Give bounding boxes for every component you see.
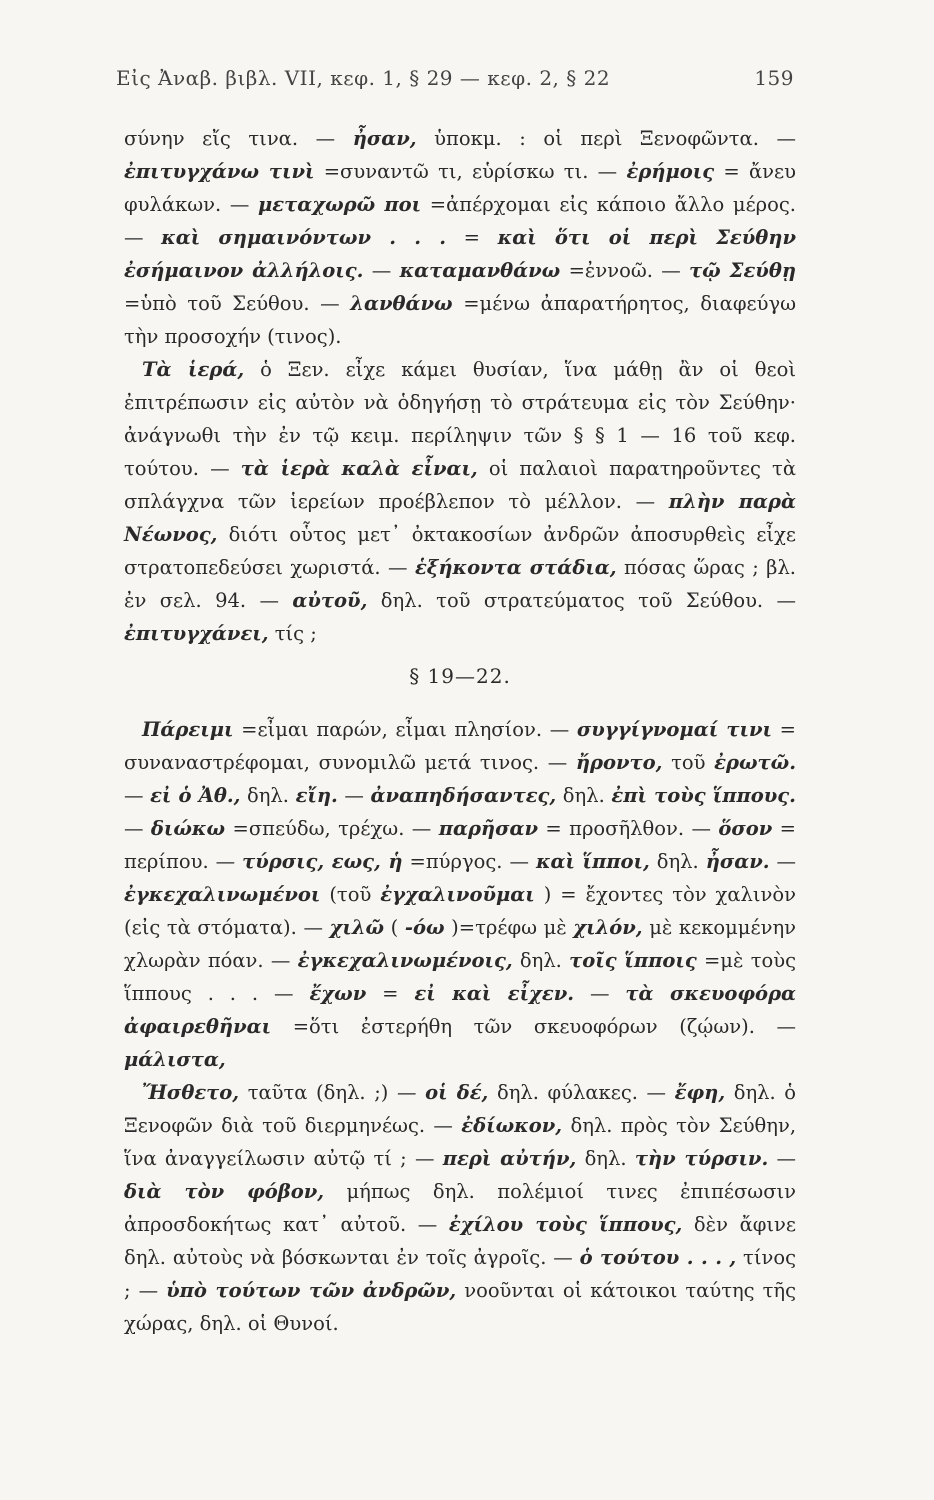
lemma: μεταχωρῶ ποι bbox=[257, 193, 422, 216]
lemma: αὐτοῦ, bbox=[292, 589, 368, 612]
lemma: ἔφη, bbox=[674, 1081, 726, 1104]
seg: μὲ κεκομμένην χλωρὰν πόαν. — bbox=[124, 916, 796, 972]
seg: δηλ. πρὸς τὸν Σεύθην, ἵνα ἀναγγείλωσιν αὐτῷ τί ; — bbox=[124, 1114, 797, 1170]
lemma: ἦσαν, bbox=[352, 127, 417, 150]
lemma: εἰ καὶ εἶχεν. bbox=[414, 982, 575, 1005]
seg: δηλ. bbox=[519, 949, 570, 972]
lemma: λανθάνω bbox=[350, 292, 453, 315]
lemma: τοῖς ἵπποις bbox=[569, 949, 697, 972]
lemma: χιλῶ bbox=[329, 916, 385, 939]
lemma: καὶ ὅτι οἱ περὶ Σεύθην ἐσήμαινον ἀλλήλοις. bbox=[124, 226, 797, 282]
paragraph-1 bbox=[124, 122, 796, 353]
seg: νοοῦνται οἱ κάτοικοι ταύτης τῆς χώρας, δηλ. οἱ Θυνοί. bbox=[124, 1279, 796, 1335]
lemma: Ἤσθετο, bbox=[142, 1081, 240, 1104]
seg: =πύργος. — bbox=[409, 850, 529, 873]
seg: δηλ. ὁ Ξενοφῶν διὰ τοῦ διερμηνέως. — bbox=[124, 1081, 797, 1137]
lemma: ἐχίλου τοὺς ἵππους, bbox=[448, 1213, 683, 1236]
seg: μήπως δηλ. πολέμιοί τινες ἐπιπέσωσιν ἀπροσδοκήτως κατ᾽ αὐτοῦ. — bbox=[124, 1180, 797, 1236]
seg: διότι οὗτος μετ᾽ ὀκτακοσίων ἀνδρῶν ἀποσυρθεὶς εἶχε στρατοπεδεύσει χωριστά. — bbox=[124, 523, 796, 579]
seg: δηλ. bbox=[247, 784, 296, 807]
seg: ) = ἔχοντες τὸν χαλινὸν (εἰς τὰ στόματα). — bbox=[124, 883, 796, 939]
seg: =εἶμαι παρών, εἶμαι πλησίον. — bbox=[241, 718, 577, 741]
lemma: διώκω bbox=[150, 817, 226, 840]
lemma: ἐρωτῶ. bbox=[714, 751, 797, 774]
seg: =μένω ἀπαρατήρητος, διαφεύγω τὴν προσοχήν (τινος). bbox=[124, 292, 796, 348]
seg: (τοῦ bbox=[329, 883, 381, 906]
lemma: ἐπιτυγχάνω τινὶ bbox=[124, 160, 315, 183]
lemma: οἱ δέ, bbox=[425, 1081, 489, 1104]
seg: δηλ. τοῦ στρατεύματος τοῦ Σεύθου. — bbox=[380, 589, 797, 612]
lemma: καὶ σημαινόντων . . . bbox=[161, 226, 447, 249]
lemma: διὰ τὸν φόβον, bbox=[124, 1180, 325, 1203]
seg: =μὲ τοὺς ἵππους . . . — bbox=[124, 949, 797, 1005]
lemma: περὶ αὐτήν, bbox=[442, 1147, 577, 1170]
lemma: ὑπὸ τούτων τῶν ἀνδρῶν, bbox=[166, 1279, 457, 1302]
seg: τίς ; bbox=[274, 622, 317, 645]
lemma: πλὴν παρὰ Νέωνος, bbox=[124, 490, 796, 546]
seg: = περίπου. — bbox=[124, 817, 796, 873]
lemma: εἴη. bbox=[295, 784, 338, 807]
seg: — bbox=[776, 1147, 797, 1170]
lemma: Πάρειμι bbox=[142, 718, 234, 741]
header-title: Εἰς Ἀναβ. βιβλ. VII, κεφ. 1, § 29 — κεφ. 2, § 22 bbox=[116, 66, 611, 90]
lemma: ἐρήμοις bbox=[626, 160, 715, 183]
lemma: παρῆσαν bbox=[438, 817, 539, 840]
seg: τοῦ bbox=[671, 751, 715, 774]
lemma: -όω bbox=[404, 916, 445, 939]
seg: οἱ παλαιοὶ παρατηροῦντες τὰ σπλάγχνα τῶν ἱερείων προέβλεπον τὸ μέλλον. — bbox=[124, 457, 797, 513]
lemma: συγγίγνομαί τινι bbox=[576, 718, 772, 741]
lemma: τὰ σκευοφόρα ἀφαιρεθῆναι bbox=[124, 982, 797, 1038]
seg: δηλ. bbox=[562, 784, 612, 807]
lemma: ἐγχαλινοῦμαι bbox=[380, 883, 535, 906]
seg: =ὅτι ἐστερήθη τῶν σκευοφόρων (ζῴων). — bbox=[292, 1015, 797, 1038]
lemma: τὴν τύρσιν. bbox=[634, 1147, 769, 1170]
seg: = bbox=[463, 226, 480, 249]
lemma: Τὰ ἱερά, bbox=[142, 358, 245, 381]
paragraph-2 bbox=[124, 353, 796, 650]
lemma: ἀναπηδήσαντες, bbox=[370, 784, 557, 807]
seg: ὁ Ξεν. εἶχε κάμει θυσίαν, ἵνα μάθῃ ἂν οἱ θεοὶ ἐπιτρέπωσιν εἰς αὐτὸν νὰ ὁδηγήσῃ τὸ στράτευμα εἰς τὸν Σεύθην· ἀνάγνωθι τὴν ἐν τῷ κειμ. περίληψιν τῶν § § 1 — 16 τοῦ κεφ. τούτου. — bbox=[124, 358, 796, 480]
seg: ( bbox=[390, 916, 399, 939]
seg: — bbox=[344, 784, 371, 807]
seg: =ὑπὸ τοῦ Σεύθου. — bbox=[124, 292, 340, 315]
seg: = ἄνευ φυλάκων. — bbox=[124, 160, 796, 216]
seg: =ἀπέρχομαι εἰς κάποιο ἄλλο μέρος. — bbox=[124, 193, 797, 249]
seg: πόσας ὥρας ; βλ. ἐν σελ. 94. — bbox=[124, 556, 796, 612]
seg: = προσῆλθον. — bbox=[545, 817, 719, 840]
lemma: ὅσον bbox=[718, 817, 773, 840]
lemma: μάλιστα, bbox=[124, 1048, 226, 1071]
seg: τίνος ; — bbox=[124, 1246, 796, 1302]
seg: — bbox=[124, 817, 151, 840]
seg: σύνην εἴς τινα. — bbox=[124, 127, 336, 150]
lemma: ἦσαν. bbox=[705, 850, 770, 873]
paragraph-3 bbox=[124, 713, 796, 1076]
seg: =ἐννοῶ. — bbox=[568, 259, 681, 282]
commentary-text bbox=[124, 122, 796, 1340]
seg: =συναντῶ τι, εὑρίσκω τι. — bbox=[323, 160, 627, 183]
lemma: ὁ τούτου . . . , bbox=[579, 1246, 737, 1269]
running-header bbox=[116, 66, 794, 90]
seg: — bbox=[776, 850, 797, 873]
lemma: ἐγκεχαλινωμένοις, bbox=[297, 949, 513, 972]
lemma: τὰ ἱερὰ καλὰ εἶναι, bbox=[240, 457, 478, 480]
seg: — bbox=[589, 982, 626, 1005]
page-number: 159 bbox=[754, 66, 794, 90]
lemma: ἐπιτυγχάνει, bbox=[124, 622, 269, 645]
lemma: χιλόν, bbox=[573, 916, 643, 939]
seg: — bbox=[124, 784, 151, 807]
section-heading: § 19—22. bbox=[409, 664, 511, 688]
seg: — bbox=[371, 259, 392, 282]
lemma: εἰ ὁ Ἀθ., bbox=[150, 784, 241, 807]
seg: ταῦτα (δηλ. ;) — bbox=[247, 1081, 426, 1104]
lemma: ἐγκεχαλινωμένοι bbox=[124, 883, 321, 906]
lemma: καταμανθάνω bbox=[399, 259, 561, 282]
lemma: ἐπὶ τοὺς ἵππους. bbox=[611, 784, 796, 807]
seg: δηλ. φύλακες. — bbox=[496, 1081, 675, 1104]
lemma: τύρσις, εως, ἡ bbox=[242, 850, 403, 873]
seg: δηλ. bbox=[656, 850, 706, 873]
lemma: καὶ ἵπποι, bbox=[535, 850, 650, 873]
lemma: ἑξήκοντα στάδια, bbox=[414, 556, 617, 579]
seg: =σπεύδω, τρέχω. — bbox=[232, 817, 439, 840]
paragraph-4 bbox=[124, 1076, 796, 1340]
seg: )=τρέφω μὲ bbox=[451, 916, 574, 939]
seg: = bbox=[382, 982, 399, 1005]
lemma: ἐδίωκον, bbox=[461, 1114, 563, 1137]
lemma: ἔχων bbox=[309, 982, 367, 1005]
seg: = συναναστρέφομαι, συνομιλῶ μετά τινος. — bbox=[124, 718, 796, 774]
seg: δηλ. bbox=[584, 1147, 635, 1170]
lemma: τῷ Σεύθῃ bbox=[689, 259, 797, 282]
seg: δὲν ἄφινε δηλ. αὐτοὺς νὰ βόσκωνται ἐν τοῖς ἀγροῖς. — bbox=[124, 1213, 796, 1269]
lemma: ἤροντο, bbox=[575, 751, 663, 774]
seg: ὑποκμ. : οἱ περὶ Ξενοφῶντα. — bbox=[434, 127, 796, 150]
